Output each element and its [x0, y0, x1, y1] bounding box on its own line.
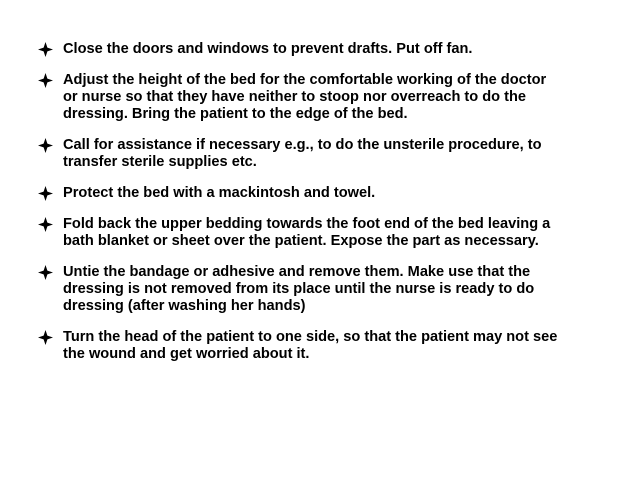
diamond-bullet-icon [38, 265, 53, 280]
bullet-item [38, 137, 598, 171]
bullet-text: Close the doors and windows to prevent drafts. Put off fan. [63, 41, 473, 57]
diamond-bullet-icon [38, 217, 53, 232]
bullet-text: Fold back the upper bedding towards the foot end of the bed leaving a bath blanket or sheet over the patient. Expose the part as necessary. [63, 216, 551, 249]
diamond-bullet-icon [38, 186, 53, 201]
bullet-text: Protect the bed with a mackintosh and towel. [63, 185, 376, 201]
bullet-item [38, 72, 598, 123]
bullet-text: Turn the head of the patient to one side, so that the patient may not see the wound and get worried about it. [63, 329, 558, 362]
bullet-text: Adjust the height of the bed for the comfortable working of the doctor or nurse so that they have neither to stoop nor overreach to do the dressing. Bring the patient to the edge of the bed. [63, 72, 547, 122]
bullet-text: Call for assistance if necessary e.g., to do the unsterile procedure, to transfer sterile supplies etc. [63, 137, 542, 170]
bullet-item [38, 41, 598, 58]
diamond-bullet-icon [38, 42, 53, 57]
bullet-item [38, 185, 598, 202]
diamond-bullet-icon [38, 73, 53, 88]
bullet-item [38, 329, 598, 363]
bullet-item [38, 264, 598, 315]
diamond-bullet-icon [38, 138, 53, 153]
bullet-list [38, 41, 598, 377]
diamond-bullet-icon [38, 330, 53, 345]
bullet-item [38, 216, 598, 250]
bullet-text: Untie the bandage or adhesive and remove them. Make use that the dressing is not removed from its place until the nurse is ready to do dressing (after washing her hands) [63, 264, 535, 314]
